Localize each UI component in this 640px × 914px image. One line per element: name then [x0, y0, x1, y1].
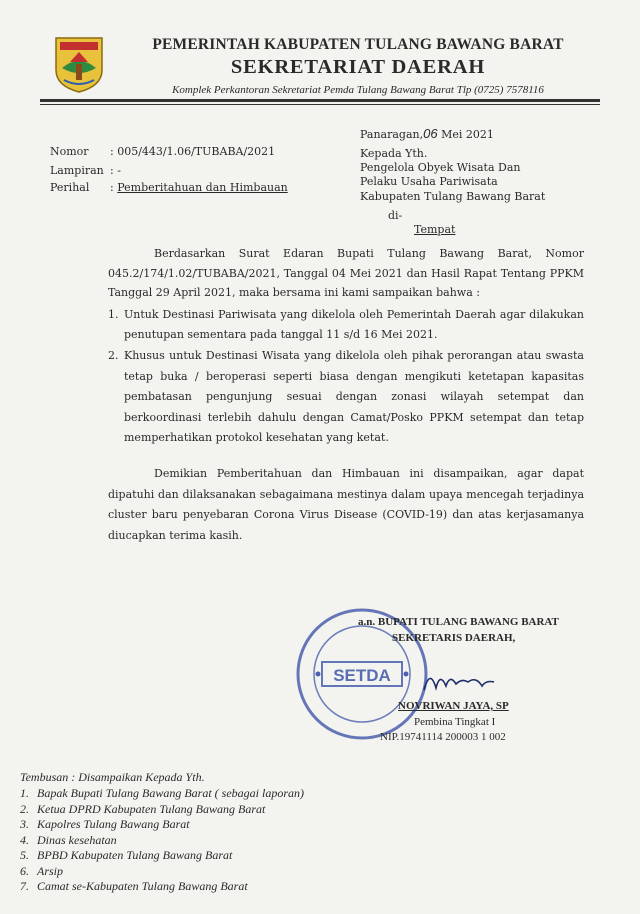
list-item: 2. Ketua DPRD Kabupaten Tulang Bawang Barat — [20, 801, 266, 816]
recipient-line-3: Pelaku Usaha Pariwisata — [360, 175, 498, 188]
header-divider-thick — [40, 99, 600, 102]
signature-title-1: a.n. BUPATI TULANG BAWANG BARAT — [358, 616, 559, 628]
recipient-line-1: Kepada Yth. — [360, 147, 428, 160]
list-item-number: 1. — [108, 308, 119, 321]
signer-name: NOVRIWAN JAYA, SP — [398, 700, 509, 712]
list-item: 3. Kapolres Tulang Bawang Barat — [20, 817, 190, 831]
list-item — [108, 305, 584, 345]
lampiran-value: : - — [110, 164, 121, 177]
list-item — [108, 346, 584, 449]
recipient-tempat: Tempat — [414, 223, 456, 236]
recipient-di: di- — [388, 209, 403, 222]
header-office-name: SEKRETARIAT DAERAH — [230, 56, 486, 78]
signer-nip: NIP.19741114 200003 1 002 — [380, 731, 506, 743]
list-item: 1. Bapak Bupati Tulang Bawang Barat ( sebagai laporan) — [20, 786, 304, 800]
body-intro-paragraph: Berdasarkan Surat Edaran Bupati Tulang Bawang Barat, Nomor 045.2/174/1.02/TUBABA/2021, Tanggal 04 Mei 2021 dan Hasil Rapat Tentang PPKM Tanggal 29 April 2021, maka bersama ini kami sampaikan bahwa : — [108, 247, 584, 299]
list-item-text: Untuk Destinasi Pariwisata yang dikelola oleh Pemerintah Daerah agar dilakukan penutupan sementara pada tanggal 11 s/d 16 Mei 2021. — [124, 308, 584, 341]
perihal-label: Perihal — [50, 181, 90, 194]
body-closing-paragraph: Demikian Pemberitahuan dan Himbauan ini disampaikan, agar dapat dipatuhi dan dilaksanakan sebagaimana mestinya dalam upaya mencegah terjadinya cluster baru penyebaran Corona Virus Disease (COVID-19) dan atas kerjasamanya diucapkan terima kasih. — [108, 467, 584, 542]
letter-date — [360, 126, 494, 142]
list-item: 7. Camat se-Kabupaten Tulang Bawang Barat — [20, 879, 248, 893]
recipient-line-4: Kabupaten Tulang Bawang Barat — [360, 190, 546, 203]
perihal-row — [110, 180, 288, 195]
handwritten-signature-icon — [420, 660, 500, 700]
list-item-text: Khusus untuk Destinasi Wisata yang dikelola oleh pihak perorangan atau swasta tetap buka / beroperasi seperti biasa dengan mengikuti ketetapan kapasitas pembatasan pengunjung sesuai dengan zonasi wilayah setempat dan berkoordinasi terlebih dahulu dengan Camat/Posko PPKM setempat dan tetap memperhatikan protokol kesehatan yang ketat. — [124, 349, 584, 444]
list-item: 5. BPBD Kabupaten Tulang Bawang Barat — [20, 848, 233, 862]
cc-title: Tembusan : Disampaikan Kepada Yth. — [20, 770, 205, 784]
regency-logo-icon — [52, 34, 106, 94]
list-item: 4. Dinas kesehatan — [20, 832, 117, 847]
signer-rank: Pembina Tingkat I — [414, 716, 496, 728]
list-item-number: 2. — [108, 349, 119, 362]
date-month-year: Mei 2021 — [441, 128, 494, 141]
perihal-value: Pemberitahuan dan Himbauan — [117, 181, 288, 194]
signature-title-2: SEKRETARIS DAERAH, — [392, 632, 516, 644]
header-government-name: PEMERINTAH KABUPATEN TULANG BAWANG BARAT — [152, 36, 564, 53]
date-place: Panaragan, — [360, 128, 424, 141]
nomor-value: : 005/443/1.06/TUBABA/2021 — [110, 145, 276, 158]
lampiran-label: Lampiran — [50, 164, 104, 177]
list-item: 6. Arsip — [20, 863, 64, 878]
cc-list — [20, 786, 304, 895]
header-address: Komplek Perkantoran Sekretariat Pemda Tulang Bawang Barat Tlp (0725) 7578116 — [172, 84, 544, 96]
header-divider-thin — [40, 104, 600, 105]
stamp-text: SETDA — [333, 666, 391, 685]
nomor-label: Nomor — [50, 145, 89, 158]
date-day: 06 — [423, 126, 438, 141]
recipient-line-2: Pengelola Obyek Wisata Dan — [360, 161, 521, 174]
perihal-colon: : — [110, 181, 114, 194]
